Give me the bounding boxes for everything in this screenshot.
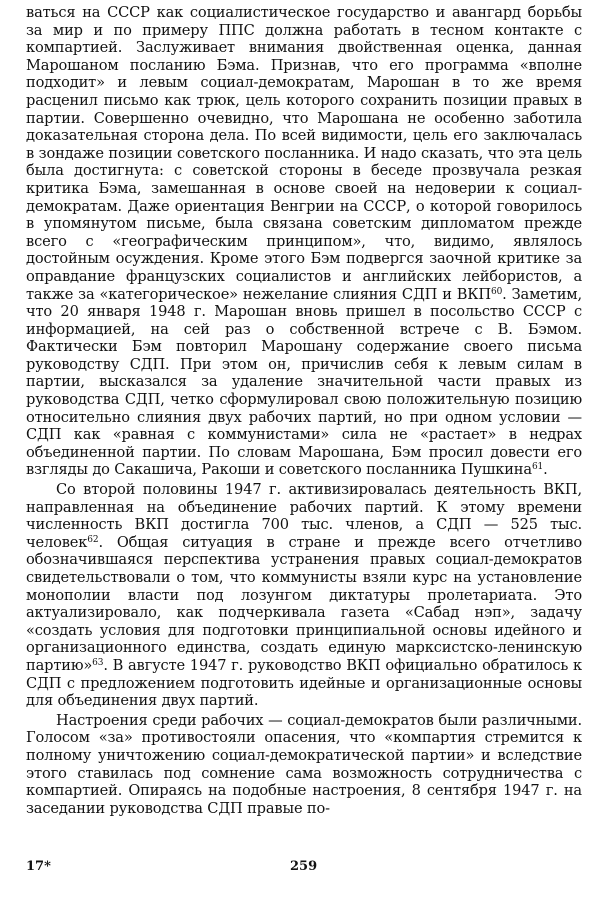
footnote-ref-62[interactable]: 62	[87, 534, 99, 545]
paragraph-1-text-a: ваться на СССР как социалистическое государство и авангард борьбы за мир и по примеру ППС должна работать в тесном контакте с компартией. Заслуживает внимания двойственная оценка, данная Марошаном посланию Бэма. Признав, что его программа «вполне подходит» и левым социал-демократам, Марошан в то же время расценил письмо как трюк, цель которого сохранить позиции правых в партии. Совершенно очевидно, что Марошана не особенно заботила доказательная сторона дела. По всей видимости, цель его заключалась в зондаже позиции советского посланника. И надо сказать, что эта цель была достигнута: с советской стороны в беседе прозвучала резкая критика Бэма, замешанная в основе своей на недоверии к социал-демократам. Даже ориентация Венгрии на СССР, о которой говорилось в упомянутом письме, была связана советским дипломатом прежде всего с «географическим принципом», что, видимо, являлось достойным осуждения. Кроме этого Бэм подвергся заочной критике за оправдание французских социалистов и английских лейбористов, а также за «категорическое» нежелание слияния СДП и ВКП	[26, 4, 582, 303]
paragraph-1	[26, 4, 582, 479]
footnote-ref-60[interactable]: 60	[491, 286, 503, 297]
footnote-ref-61[interactable]: 61	[531, 462, 544, 473]
paragraph-3-text-a: Настроения среди рабочих — социал-демократов были различными. Голосом «за» противостояли опасения, что «компартия стремится к полному уничтожению социал-демократической партии» и вследствие этого ставилась под сомнение сама возможность сотрудничества с компартией. Опираясь на подобные настроения, 8 сентября 1947 г. на заседании руководства СДП правые по-	[26, 711, 582, 817]
paragraph-1-text-b: . Заметим, что 20 января 1948 г. Марошан вновь пришел в посольство СССР с информацией, на сей раз о собственной встрече с В. Бэмом. Фактически Бэм повторил Марошану содержание своего письма руководству СДП. При этом он, причислив себя к левым силам в партии, высказался за удаление значительной части правых из руководства СДП, четко сформулировал свою положительную позицию относительно слияния двух рабочих партий, но при одном условии — СДП как «равная с коммунистами» сила не «растает» в недрах объединенной партии. По словам Марошана, Бэм просил довести его взгляды до Сакашича, Ракоши и советского посланника Пушкина	[26, 285, 582, 479]
paragraph-2-text-b: . Общая ситуация в стране и прежде всего отчетливо обозначившаяся перспектива устранения правых социал-демократов свидетельствовали о том, что коммунисты взяли курс на установление монополии власти под лозунгом диктатуры пролетариата. Это актуализировало, как подчеркивала газета «Сабад нэп», задачу «создать условия для подготовки принципиальной основы идейного и организационного единства, создать единую марксистско-ленинскую партию»	[26, 533, 582, 674]
footnote-ref-63[interactable]: 63	[92, 657, 104, 668]
paragraph-1-text-c: .	[543, 461, 548, 479]
page-number: 259	[290, 859, 318, 874]
printer-signature: 17*	[26, 859, 51, 874]
paragraph-2-text-a: Со второй половины 1947 г. активизировалась деятельность ВКП, направленная на объединение рабочих партий. К этому времени численность ВКП достигла 700 тыс. членов, а СДП — 525 тыс. человек	[26, 481, 582, 551]
page-footer	[26, 859, 582, 877]
page-body	[26, 4, 582, 817]
paragraph-3	[26, 712, 582, 818]
paragraph-2	[26, 481, 582, 710]
paragraph-2-text-c: . В августе 1947 г. руководство ВКП официально обратилось к СДП с предложением подготовить идейные и организационные основы для объединения двух партий.	[26, 656, 582, 710]
